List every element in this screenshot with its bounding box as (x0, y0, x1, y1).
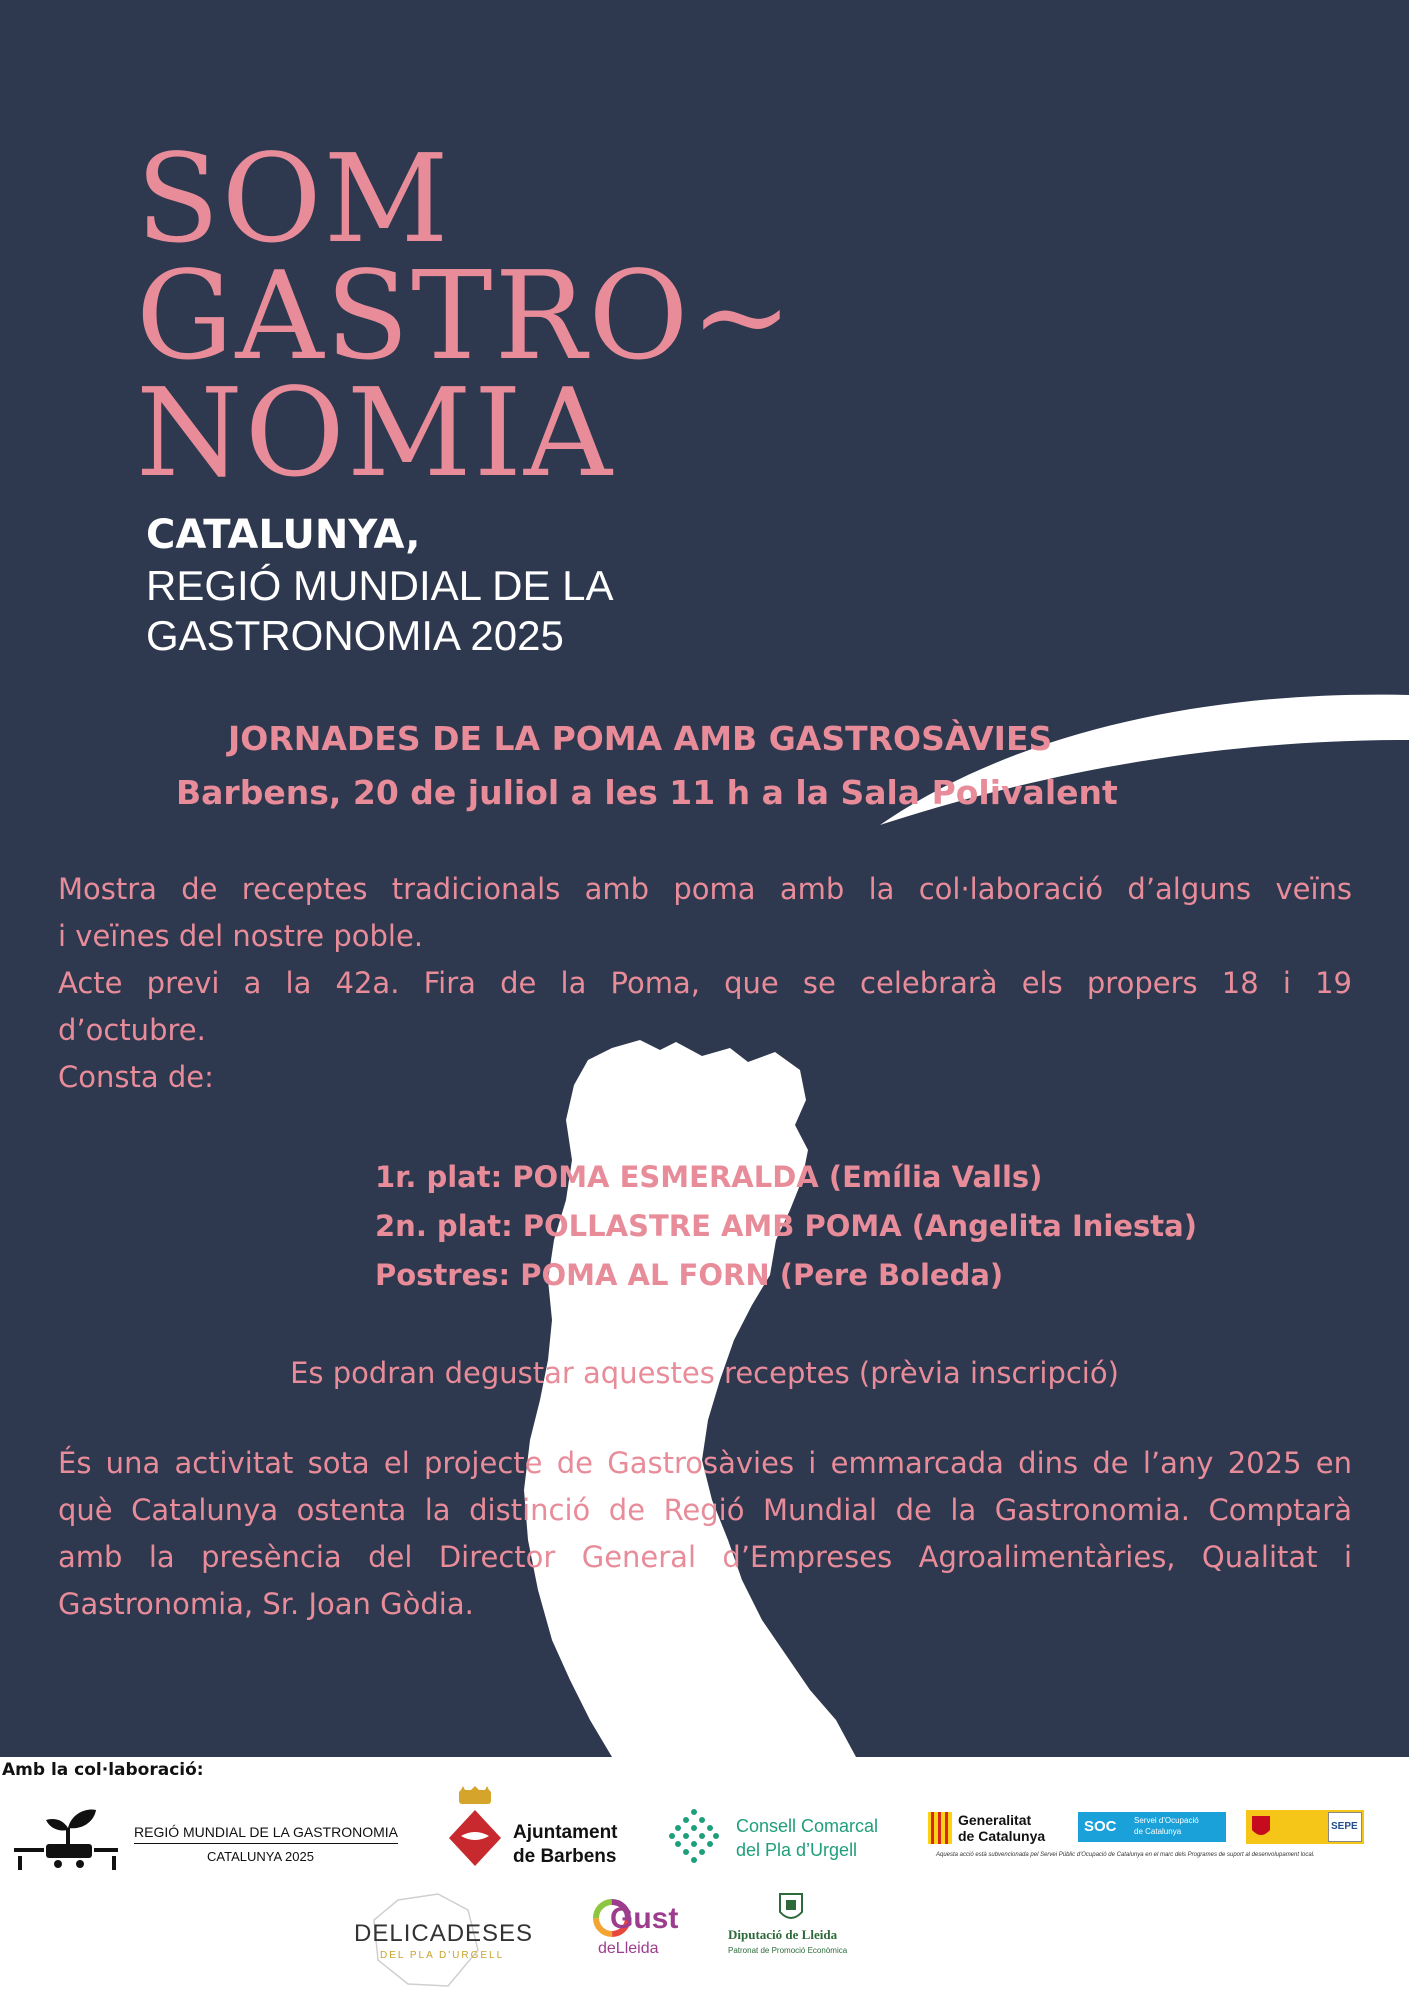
soc-line-2: de Catalunya (1134, 1827, 1182, 1836)
intro-line-1: Mostra de receptes tradicionals amb poma amb la col·laboració d’alguns veïns (58, 872, 1352, 906)
generalitat-line-1: Generalitat (958, 1812, 1032, 1828)
intro-line-3: Acte previ a la 42a. Fira de la Poma, que se celebrarà els propers 18 i 19 (58, 966, 1352, 1000)
menu-item-2: 2n. plat: POLLASTRE AMB POMA (Angelita Iniesta) (375, 1209, 1197, 1243)
title-line-1: SOM (136, 128, 451, 270)
collaboration-label: Amb la col·laboració: (2, 1760, 204, 1780)
closing-line-3: amb la presència del Director General d’Empreses Agroalimentàries, Qualitat i (58, 1540, 1352, 1574)
closing-line-1: És una activitat sota el projecte de Gastrosàvies i emmarcada dins de l’any 2025 en (58, 1446, 1352, 1480)
consell-line-2: del Pla d’Urgell (736, 1840, 858, 1860)
funding-note: Aquesta acció està subvencionada pel Servei Públic d'Ocupació de Catalunya en el marc dels Programes de suport al desenvolupament local. (936, 1852, 1315, 1858)
event-when-where: Barbens, 20 de juliol a les 11 h a la Sala Polivalent (176, 773, 1118, 812)
gust-line-1: Gust (610, 1902, 679, 1935)
closing-line-4: Gastronomia, Sr. Joan Gòdia. (58, 1587, 474, 1621)
delicadeses-line-1: DELICADESES (354, 1920, 534, 1947)
sepe-text: SEPE (1331, 1821, 1358, 1832)
intro-line-5: Consta de: (58, 1060, 214, 1094)
subtitle-line-2: REGIÓ MUNDIAL DE LA (146, 562, 614, 609)
consell-line-1: Consell Comarcal (736, 1816, 879, 1836)
tasting-note-text: Es podran degustar aquestes receptes (prèvia inscripció) (290, 1356, 1119, 1390)
coat-of-arms-icon (445, 1786, 505, 1886)
delicadeses-line-2: DEL PLA D'URGELL (380, 1950, 505, 1961)
logo-ajuntament-barbens (445, 1786, 645, 1896)
subtitle-line-3: GASTRONOMIA 2025 (146, 612, 564, 659)
soc-line-1: Servei d'Ocupació (1134, 1816, 1199, 1825)
intro-text (58, 866, 1352, 1101)
menu-item-3: Postres: POMA AL FORN (Pere Boleda) (375, 1258, 1004, 1292)
closing-text (58, 1440, 1352, 1628)
logo-regio-mundial (12, 1800, 412, 1880)
diputacio-line-2: Patronat de Promoció Econòmica (728, 1946, 848, 1955)
soc-badge (1078, 1812, 1226, 1842)
tasting-note (0, 1350, 1409, 1397)
closing-line-2: què Catalunya ostenta la distinció de Regió Mundial de la Gastronomia. Comptarà (58, 1493, 1352, 1527)
sepe-box (1328, 1812, 1362, 1842)
menu-item-1: 1r. plat: POMA ESMERALDA (Emília Valls) (375, 1160, 1043, 1194)
logo-gust-lleida (588, 1898, 708, 1968)
title-line-2: GASTRO~ (136, 245, 795, 387)
gust-line-2: deLleida (598, 1940, 659, 1957)
ajuntament-line-1: Ajuntament (513, 1822, 618, 1843)
soc-short: SOC (1084, 1818, 1117, 1835)
diputacio-line-1: Diputació de Lleida (728, 1927, 838, 1942)
intro-line-2: i veïnes del nostre poble. (58, 919, 424, 953)
dotted-diamond-icon (668, 1806, 720, 1866)
spain-shield-icon (1250, 1814, 1272, 1840)
regio-logo-line-2: CATALUNYA 2025 (207, 1849, 314, 1864)
intro-line-4: d’octubre. (58, 1013, 206, 1047)
cutlery-leaf-icon (12, 1806, 122, 1876)
white-region-silhouette (524, 1040, 856, 1757)
regio-logo-line-1: REGIÓ MUNDIAL DE LA GASTRONOMIA (134, 1824, 398, 1844)
logo-delicadeses (340, 1890, 540, 1980)
diputacio-crest-icon (778, 1892, 804, 1924)
ajuntament-line-2: de Barbens (513, 1846, 617, 1867)
senyera-icon (928, 1812, 952, 1844)
generalitat-line-2: de Catalunya (958, 1828, 1046, 1844)
title-line-3: NOMIA (136, 362, 614, 504)
ministerio-badge (1246, 1810, 1364, 1844)
logo-consell-comarcal (668, 1806, 898, 1876)
event-name: JORNADES DE LA POMA AMB GASTROSÀVIES (228, 719, 1053, 758)
logo-generalitat-soc-sepe (926, 1808, 1376, 1868)
subtitle-line-1: CATALUNYA, (146, 512, 421, 558)
logo-diputacio-lleida (726, 1892, 886, 1972)
